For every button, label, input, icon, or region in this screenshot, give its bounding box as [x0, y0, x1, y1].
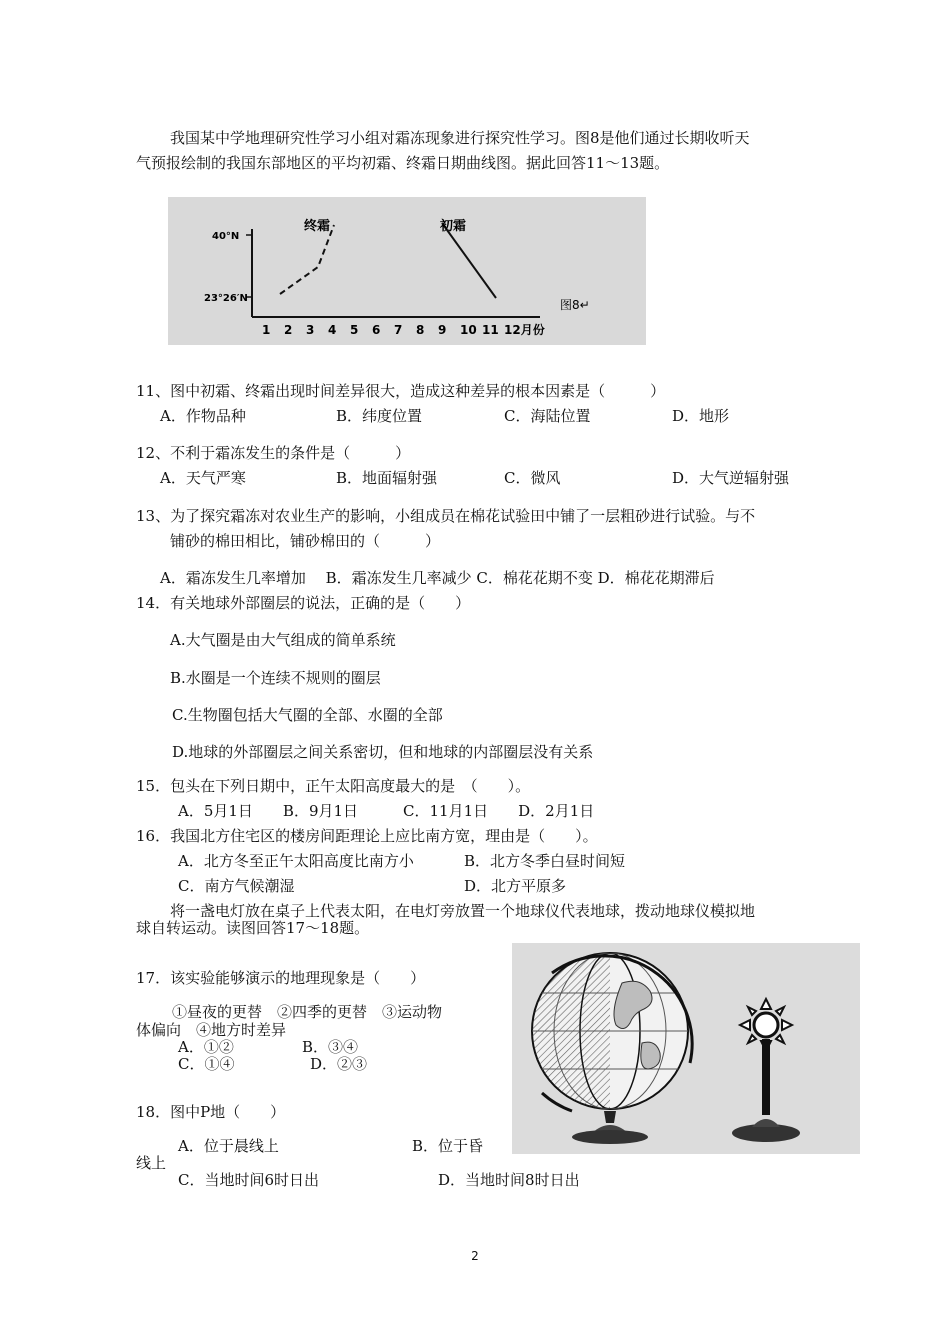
q12-stem: 12、不利于霜冻发生的条件是（ ） — [136, 444, 411, 462]
first-frost-line — [442, 223, 496, 298]
q12-option-c[interactable]: C．微风 — [504, 469, 561, 487]
x-tick-label: 1 — [262, 323, 271, 337]
x-tick-label: 3 — [306, 323, 315, 337]
q18-stem: 18．图中P地（ ） — [136, 1103, 286, 1121]
q18-option-b-continued: 线上 — [136, 1154, 167, 1172]
q11-option-d[interactable]: D．地形 — [672, 407, 730, 425]
globe-illustration — [512, 943, 860, 1154]
q17-option-b[interactable]: B．③④ — [302, 1038, 359, 1056]
y-label-top: 40°N — [212, 231, 240, 242]
q14-option-a[interactable]: A.大气圈是由大气组成的简单系统 — [170, 631, 396, 649]
lamp-pole — [762, 1039, 770, 1115]
q11-option-c[interactable]: C．海陆位置 — [504, 407, 591, 425]
intro2-line-1: 将一盏电灯放在桌子上代表太阳，在电灯旁放置一个地球仪代表地球，拨动地球仪模拟地 — [170, 902, 756, 920]
last-frost-label: 终霜 — [304, 219, 331, 234]
x-tick-label: 6 — [372, 323, 381, 337]
x-tick-labels — [262, 322, 545, 337]
q15-options[interactable]: A．5月1日 B．9月1日 C．11月1日 D．2月1日 — [178, 802, 595, 820]
q18-option-d[interactable]: D．当地时间8时日出 — [438, 1171, 580, 1189]
q17-choices-line-2: 体偏向 ④地方时差异 — [136, 1021, 287, 1039]
q16-stem: 16．我国北方住宅区的楼房间距理论上应比南方宽，理由是（ ）。 — [136, 827, 598, 845]
last-frost-line — [280, 225, 334, 294]
page-number: 2 — [471, 1249, 479, 1263]
x-tick-label: 10 — [460, 323, 477, 337]
x-tick-label: 9 — [438, 323, 447, 337]
q17-option-d[interactable]: D．②③ — [310, 1055, 368, 1073]
q14-stem: 14．有关地球外部圈层的说法，正确的是（ ） — [136, 594, 471, 612]
q14-option-b[interactable]: B.水圈是一个连续不规则的圈层 — [170, 669, 381, 687]
q11-option-b[interactable]: B．纬度位置 — [336, 407, 423, 425]
q18-option-b[interactable]: B．位于昏 — [412, 1137, 484, 1155]
intro-line-1: 我国某中学地理研究性学习小组对霜冻现象进行探究性学习。图8是他们通过长期收听天 — [170, 129, 750, 147]
globe-base — [572, 1130, 648, 1144]
q12-option-d[interactable]: D．大气逆辐射强 — [672, 469, 790, 487]
q17-option-a[interactable]: A．①② — [178, 1038, 234, 1056]
q16-option-b[interactable]: B．北方冬季白昼时间短 — [464, 852, 626, 870]
x-tick-label: 11 — [482, 323, 499, 337]
figure-8 — [168, 197, 646, 345]
q13-options[interactable]: A．霜冻发生几率增加 B．霜冻发生几率减少 C．棉花花期不变 D．棉花花期滞后 — [160, 569, 715, 587]
q13-stem-2: 铺砂的棉田相比，铺砂棉田的（ ） — [170, 532, 441, 550]
globe-stand — [604, 1111, 616, 1123]
intro-line-2: 气预报绘制的我国东部地区的平均初霜、终霜日期曲线图。据此回答11～13题。 — [136, 154, 670, 172]
y-label-bottom: 23°26′N — [204, 293, 248, 304]
q16-option-c[interactable]: C．南方气候潮湿 — [178, 877, 295, 895]
q15-stem: 15．包头在下列日期中，正午太阳高度最大的是 （ ）。 — [136, 777, 531, 795]
q17-choices-line-1: ①昼夜的更替 ②四季的更替 ③运动物 — [172, 1003, 443, 1021]
q16-option-d[interactable]: D．北方平原多 — [464, 877, 567, 895]
first-frost-label: 初霜 — [440, 219, 467, 234]
x-tick-label: 4 — [328, 323, 337, 337]
x-tick-label: 2 — [284, 323, 293, 337]
q16-option-a[interactable]: A．北方冬至正午太阳高度比南方小 — [178, 852, 414, 870]
q14-option-c[interactable]: C.生物圈包括大气圈的全部、水圈的全部 — [172, 706, 443, 724]
q12-option-b[interactable]: B．地面辐射强 — [336, 469, 438, 487]
q18-option-a[interactable]: A．位于晨线上 — [178, 1137, 279, 1155]
q18-option-c[interactable]: C．当地时间6时日出 — [178, 1171, 320, 1189]
x-tick-label: 12月份 — [504, 323, 545, 337]
x-tick-label: 8 — [416, 323, 425, 337]
q17-stem: 17．该实验能够演示的地理现象是（ ） — [136, 969, 426, 987]
figure-caption: 图8↵ — [560, 298, 590, 312]
x-tick-label: 5 — [350, 323, 359, 337]
q13-stem-1: 13、为了探究霜冻对农业生产的影响，小组成员在棉花试验田中铺了一层粗砂进行试验。与不 — [136, 507, 756, 525]
frost-chart — [168, 197, 646, 345]
q17-option-c[interactable]: C．①④ — [178, 1055, 235, 1073]
q12-option-a[interactable]: A．天气严寒 — [160, 469, 246, 487]
x-tick-label: 7 — [394, 323, 403, 337]
q11-option-a[interactable]: A．作物品种 — [160, 407, 246, 425]
globe-figure — [512, 943, 860, 1154]
q11-stem: 11、图中初霜、终霜出现时间差异很大，造成这种差异的根本因素是（ ） — [136, 382, 666, 400]
night-side — [532, 953, 610, 1113]
q14-option-d[interactable]: D.地球的外部圈层之间关系密切，但和地球的内部圈层没有关系 — [172, 743, 594, 761]
intro2-line-2: 球自转运动。读图回答17～18题。 — [136, 919, 370, 937]
